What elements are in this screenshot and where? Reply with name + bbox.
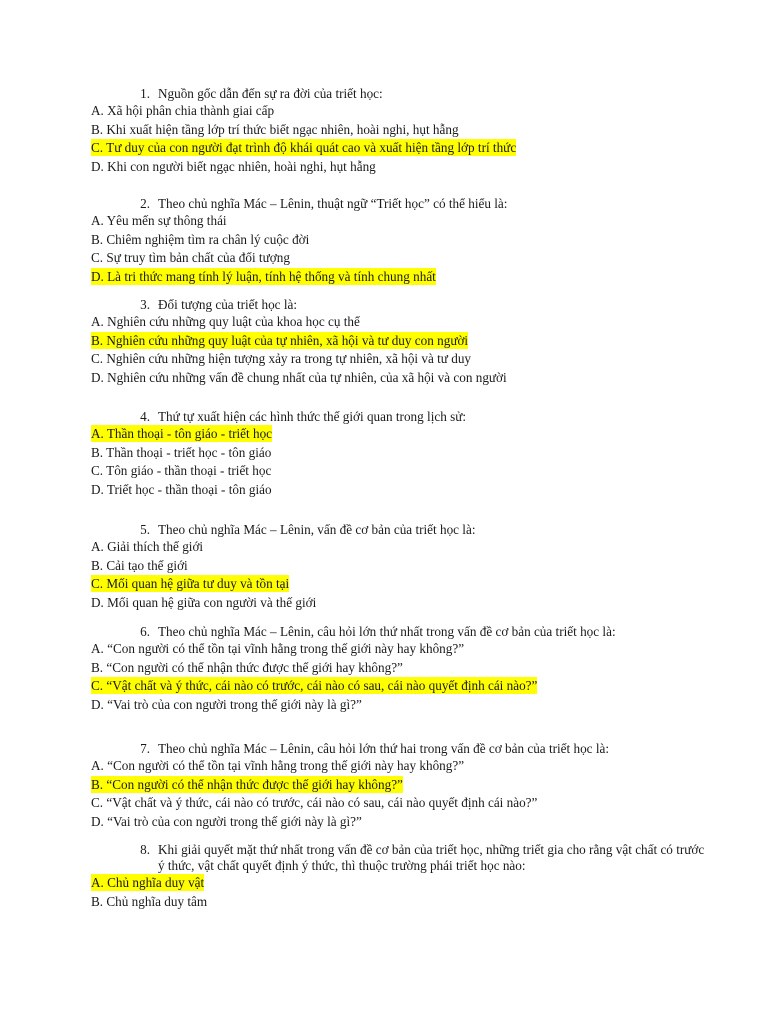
question-text: Khi giải quyết mặt thứ nhất trong vấn đề cơ bản của triết học, những triết gia cho rằng vật chất có trước ý thức, vật chất quyết định ý thức, thì thuộc trường phái triết học nào: [158,842,705,873]
question-number: 1. [140,86,150,101]
question-number: 2. [140,196,150,211]
question-stem [0,409,768,425]
question-stem [0,624,768,640]
option-c: C. “Vật chất và ý thức, cái nào có trước, cái nào có sau, cái nào quyết định cái nào?” [91,795,538,811]
option-c: C. Nghiên cứu những hiện tượng xảy ra trong tự nhiên, xã hội và tư duy [91,351,472,367]
option-a: A. “Con người có thể tồn tại vĩnh hằng trong thế giới này hay không?” [91,641,465,656]
option-c-correct: C. Mối quan hệ giữa tư duy và tồn tại [91,576,290,592]
option-c: C. Tôn giáo - thần thoại - triết học [91,463,272,479]
question-stem [0,86,768,102]
question-stem [0,297,768,313]
question-number: 3. [140,297,150,312]
question-text: Theo chủ nghĩa Mác – Lênin, câu hỏi lớn thứ hai trong vấn đề cơ bản của triết học là: [158,741,610,756]
option-b: B. Khi xuất hiện tầng lớp trí thức biết ngạc nhiên, hoài nghi, hụt hẫng [91,121,459,137]
option-a: A. Giải thích thế giới [91,539,204,554]
option-b-correct: B. “Con người có thể nhận thức được thế giới hay không?” [91,776,403,792]
question-2 [0,196,768,286]
question-stem [0,842,768,874]
question-stem [0,741,768,757]
option-d: D. “Vai trò của con người trong thế giới này là gì?” [91,813,362,829]
option-d: D. Triết học - thần thoại - tôn giáo [91,481,272,497]
option-a: A. “Con người có thể tồn tại vĩnh hằng trong thế giới này hay không?” [91,758,465,773]
option-b: B. Chiêm nghiệm tìm ra chân lý cuộc đời [91,231,310,247]
option-b: B. “Con người có thể nhận thức được thế giới hay không?” [91,659,403,675]
option-d-correct: D. Là tri thức mang tính lý luận, tính hệ thống và tính chung nhất [91,268,436,284]
option-b: B. Cải tạo thế giới [91,557,188,573]
option-d: D. “Vai trò của con người trong thế giới này là gì?” [91,696,362,712]
question-number: 8. [140,842,150,857]
question-8 [0,842,768,911]
question-number: 4. [140,409,150,424]
option-b: B. Thần thoại - triết học - tôn giáo [91,444,272,460]
question-text: Nguồn gốc dẫn đến sự ra đời của triết học: [158,86,383,101]
option-a-correct: A. Chủ nghĩa duy vật [91,875,205,890]
option-c-correct: C. Tư duy của con người đạt trình độ khái quát cao và xuất hiện tầng lớp trí thức [91,140,517,156]
option-a-correct: A. Thần thoại - tôn giáo - triết học [91,426,273,441]
option-b-correct: B. Nghiên cứu những quy luật của tự nhiên, xã hội và tư duy con người [91,332,469,348]
question-text: Thứ tự xuất hiện các hình thức thế giới quan trong lịch sử: [158,409,467,424]
question-4 [0,409,768,499]
question-text: Theo chủ nghĩa Mác – Lênin, câu hỏi lớn thứ nhất trong vấn đề cơ bản của triết học là: [158,624,616,639]
option-c-correct: C. “Vật chất và ý thức, cái nào có trước, cái nào có sau, cái nào quyết định cái nào?” [91,678,538,694]
question-number: 7. [140,741,150,756]
option-a: A. Yêu mến sự thông thái [91,213,227,228]
option-d: D. Khi con người biết ngạc nhiên, hoài nghi, hụt hẫng [91,158,376,174]
question-text: Theo chủ nghĩa Mác – Lênin, thuật ngữ “Triết học” có thể hiểu là: [158,196,508,211]
option-d: D. Nghiên cứu những vấn đề chung nhất của tự nhiên, của xã hội và con người [91,369,507,385]
question-text: Theo chủ nghĩa Mác – Lênin, vấn đề cơ bản của triết học là: [158,522,476,537]
question-stem [0,522,768,538]
option-a: A. Nghiên cứu những quy luật của khoa học cụ thể [91,314,360,329]
question-7 [0,741,768,831]
question-text: Đối tượng của triết học là: [158,297,297,312]
option-a: A. Xã hội phân chia thành giai cấp [91,103,275,118]
option-d: D. Mối quan hệ giữa con người và thế giới [91,594,317,610]
question-1 [0,86,768,176]
question-6 [0,624,768,714]
option-b: B. Chủ nghĩa duy tâm [91,893,208,909]
question-5 [0,522,768,612]
option-c: C. Sự truy tìm bản chất của đối tượng [91,250,290,266]
question-number: 6. [140,624,150,639]
question-3 [0,297,768,387]
question-stem [0,196,768,212]
question-number: 5. [140,522,150,537]
